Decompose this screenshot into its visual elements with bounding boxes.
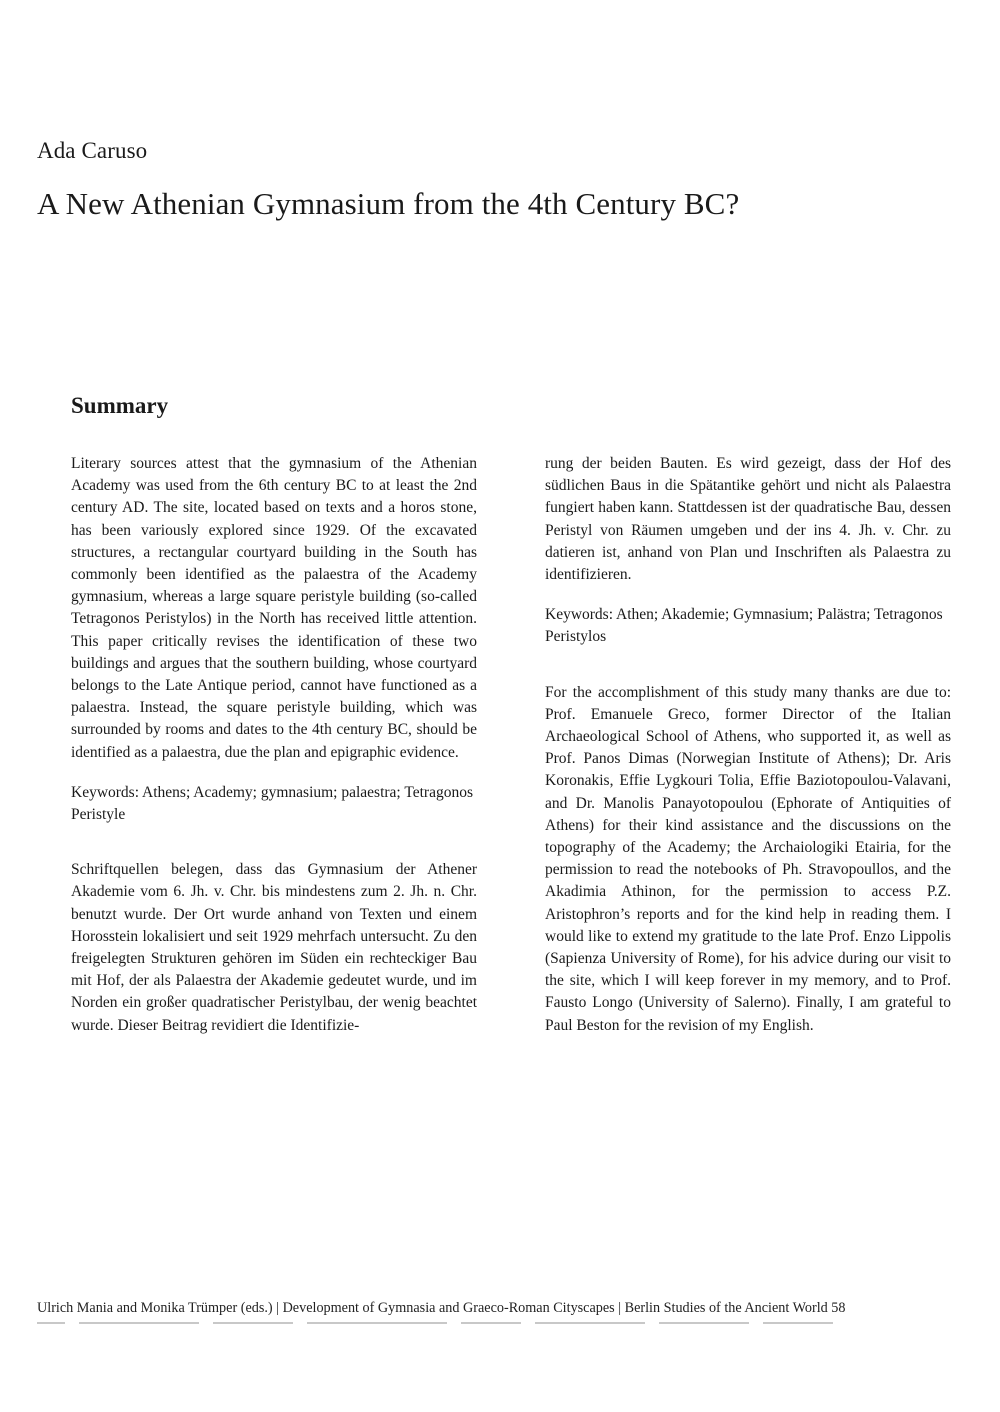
acknowledgements: For the accomplishment of this study many thanks are due to: Prof. Emanuele Greco, former Director of the Italian Archaeological School of Athens, who supported it, as well as Prof. Panos Dimas (Norwegian Institute of Athens); Dr. Aris Koronakis, Effie Lygkouri Tolia, Effie Baziotopoulou-Valavani, and Dr. Manolis Panayotopoulou (Ephorate of Antiquities of Athens) for their kind assistance and the discussions on the topography of the Academy; the Archaiologiki Etairia, for the permission to read the notebooks of Ph. Stravopoullos, and the Akadimia Athinon, for the permission to access P.Z. Aristophron’s reports and for the kind help in reading them. I would like to extend my gratitude to the late Prof. Enzo Lippolis (Sapienza University of Rome), for his advice during our visit to the site, which I will keep forever in my memory, and to Prof. Fausto Longo (University of Salerno). Finally, I am grateful to Paul Beston for the revision of my English. xyxy=(545,683,951,1034)
keywords-english: Keywords: Athens; Academy; gymnasium; palaestra; Tetragonos Peristyle xyxy=(71,783,473,824)
right-column xyxy=(545,453,951,1037)
abstract-german-part-2: rung der beiden Bauten. Es wird gezeigt, dass der Hof des südlichen Baus in die Spätantike gehört und nicht als Palaestra fungiert haben kann. Stattdessen ist der quadratische Bau, dessen Peristyl von Räumen umgeben und der ins 4. Jh. v. Chr. zu datieren ist, anhand von Plan und Inschriften als Palaestra zu identifizieren. xyxy=(545,455,951,584)
left-column xyxy=(71,453,477,1037)
author-name: Ada Caruso xyxy=(37,138,148,163)
summary-heading: Summary xyxy=(71,393,169,418)
abstract-german-part-1: Schriftquellen belegen, dass das Gymnasium der Athener Akademie vom 6. Jh. v. Chr. bis mindestens zum 2. Jh. n. Chr. benutzt wurde. Der Ort wurde anhand von Texten und einem Horosstein lokalisiert und seit 1929 mehrfach untersucht. Zu den freigelegten Strukturen gehören im Süden ein rechteckiger Bau mit Hof, der als Palaestra der Akademie gedeutet wurde, und im Norden ein großer quadratischer Peristylbau, der wenig beachtet wurde. Dieser Beitrag revidiert die Identifizie- xyxy=(71,861,477,1034)
footer-cut-line xyxy=(37,1322,937,1326)
abstract-english: Literary sources attest that the gymnasium of the Athenian Academy was used from the 6th century BC to at least the 2nd century AD. The site, located based on texts and a horos stone, has been variously explored since 1929. Of the excavated structures, a rectangular courtyard building in the South has commonly been identified as the palaestra of the Academy gymnasium, whereas a large square peristyle building (so-called Tetragonos Peristylos) in the North has received little attention. This paper critically revises the identification of these two buildings and argues that the southern building, whose courtyard belongs to the Late Antique period, cannot have functioned as a palaestra. Instead, the square peristyle building, which was surrounded by rooms and dates to the 4th century BC, should be identified as a palaestra, due the plan and epigraphic evidence. xyxy=(71,455,477,761)
keywords-german: Keywords: Athen; Akademie; Gymnasium; Palästra; Tetragonos Peristylos xyxy=(545,606,943,646)
paper-title: A New Athenian Gymnasium from the 4th Century BC? xyxy=(37,186,740,221)
footer-citation: Ulrich Mania and Monika Trümper (eds.) | Development of Gymnasia and Graeco-Roman Cityscapes | Berlin Studies of the Ancient World 58 xyxy=(37,1300,846,1316)
